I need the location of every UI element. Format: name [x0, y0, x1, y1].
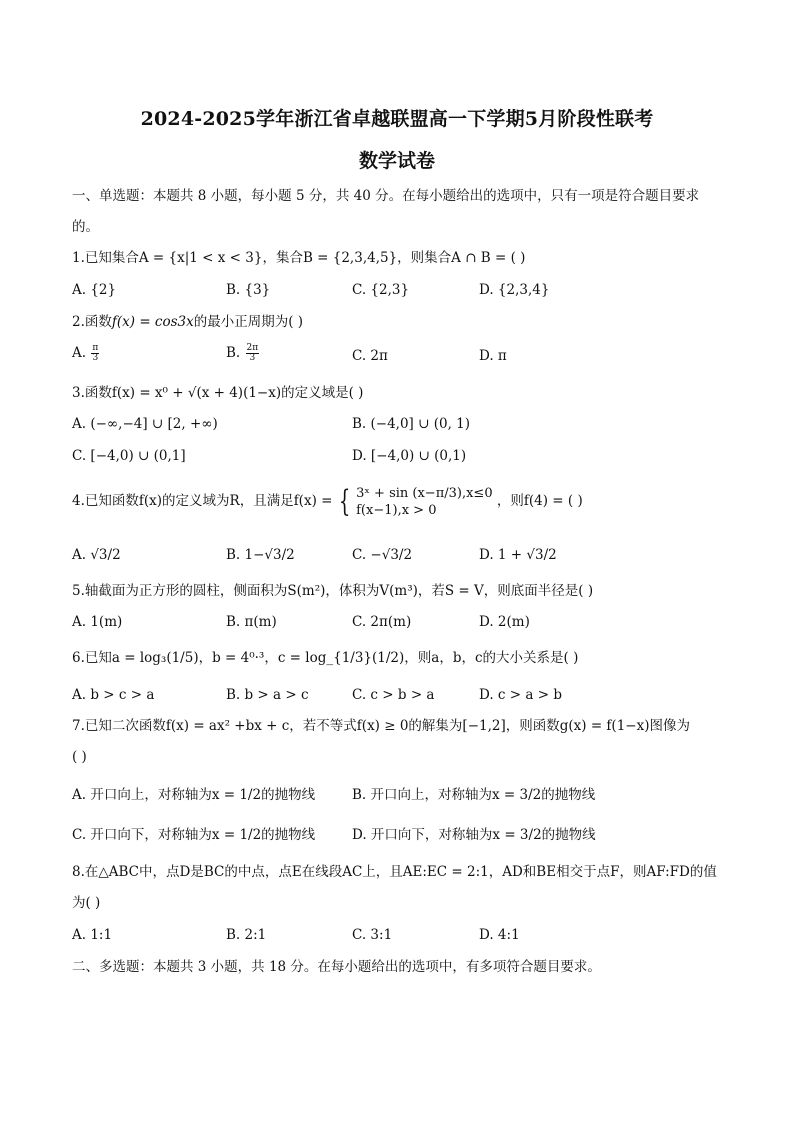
- question-7-option-b: B. 开口向上，对称轴为x = 3/2的抛物线: [352, 787, 596, 803]
- question-2-function: f(x) = cos3x: [111, 314, 194, 330]
- option-label: A.: [72, 345, 87, 361]
- piecewise-cases: [356, 485, 492, 519]
- denominator: 3: [92, 353, 99, 363]
- question-8-option-d: D. 4:1: [479, 927, 520, 943]
- question-3-stem: 3.函数f(x) = x⁰ + √(x + 4)(1−x)的定义域是( ): [72, 385, 364, 401]
- section-1-instructions: 一、单选题：本题共 8 小题，每小题 5 分，共 40 分。在每小题给出的选项中，只有一项是符合题目要求: [72, 188, 700, 204]
- fraction: [246, 344, 260, 363]
- question-3-option-a: A. (−∞,−4] ∪ [2, +∞): [72, 416, 218, 432]
- question-5-option-c: C. 2π(m): [352, 614, 412, 630]
- question-7-stem-cont: ( ): [72, 749, 87, 765]
- question-7-option-d: D. 开口向下，对称轴为x = 3/2的抛物线: [352, 827, 596, 843]
- question-2-stem-post: 的最小正周期为( ): [193, 314, 304, 330]
- question-4-stem: [72, 484, 583, 519]
- question-4-option-c: C. −√3/2: [352, 547, 413, 563]
- question-2-option-c: C. 2π: [352, 348, 388, 364]
- question-2-option-d: D. π: [479, 348, 507, 364]
- case-2: f(x−1),x > 0: [356, 502, 437, 518]
- numerator: 2π: [246, 343, 259, 353]
- question-7-option-c: C. 开口向下，对称轴为x = 1/2的抛物线: [72, 827, 316, 843]
- question-6-option-c: C. c > b > a: [352, 687, 435, 703]
- question-1-stem: 1.已知集合A = {x|1 < x < 3}，集合B = {2,3,4,5}，则集合A ∩ B = ( ): [72, 250, 526, 266]
- question-2-option-a: [72, 344, 100, 363]
- question-6-option-a: A. b > c > a: [72, 687, 155, 703]
- question-3-option-b: B. (−4,0] ∪ (0, 1): [352, 416, 471, 432]
- left-brace: {: [338, 483, 351, 519]
- denominator: 3: [249, 353, 256, 363]
- question-2-option-b: [226, 344, 260, 363]
- question-8-stem-cont: 为( ): [72, 895, 101, 911]
- question-1-option-b: B. {3}: [226, 282, 271, 298]
- question-5-stem: 5.轴截面为正方形的圆柱，侧面积为S(m²)，体积为V(m³)，若S = V，则底面半径是( ): [72, 583, 594, 599]
- question-3-option-d: D. [−4,0) ∪ (0,1): [352, 448, 467, 464]
- exam-subtitle: 数学试卷: [358, 150, 435, 172]
- question-4-stem-pre: 4.已知函数f(x)的定义域为R，且满足f(x) =: [72, 493, 333, 509]
- question-8-stem: 8.在△ABC中，点D是BC的中点，点E在线段AC上，且AE:EC = 2:1，AD和BE相交于点F，则AF:FD的值: [72, 864, 717, 880]
- question-6-option-d: D. c > a > b: [479, 687, 562, 703]
- question-6-option-b: B. b > a > c: [226, 687, 309, 703]
- option-label: B.: [226, 345, 241, 361]
- question-8-option-b: B. 2:1: [226, 927, 267, 943]
- case-1: 3ˣ + sin (x−π/3),x≤0: [356, 485, 493, 501]
- fraction: [91, 344, 99, 363]
- question-2-stem-pre: 2.函数: [72, 314, 112, 330]
- question-7-stem: 7.已知二次函数f(x) = ax² +bx + c，若不等式f(x) ≥ 0的解集为[−1,2]，则函数g(x) = f(1−x)图像为: [72, 718, 690, 734]
- question-2-stem: [72, 313, 303, 331]
- question-5-option-a: A. 1(m): [72, 614, 123, 630]
- question-7-option-a: A. 开口向上，对称轴为x = 1/2的抛物线: [72, 787, 316, 803]
- numerator: π: [92, 343, 99, 353]
- question-1-option-a: A. {2}: [72, 282, 117, 298]
- question-8-option-c: C. 3:1: [352, 927, 393, 943]
- question-4-option-b: B. 1−√3/2: [226, 547, 295, 563]
- section-2-instructions: 二、多选题：本题共 3 小题，共 18 分。在每小题给出的选项中，有多项符合题目要求。: [72, 959, 601, 975]
- question-1-option-d: D. {2,3,4}: [479, 282, 550, 298]
- question-3-option-c: C. [−4,0) ∪ (0,1]: [72, 448, 186, 464]
- section-1-instructions-cont: 的。: [72, 219, 99, 235]
- question-4-stem-post: ，则f(4) = ( ): [496, 493, 583, 509]
- question-4-option-a: A. √3/2: [72, 547, 121, 563]
- question-5-option-b: B. π(m): [226, 614, 277, 630]
- question-8-option-a: A. 1:1: [72, 927, 113, 943]
- question-4-option-d: D. 1 + √3/2: [479, 547, 557, 563]
- question-5-option-d: D. 2(m): [479, 614, 530, 630]
- question-1-option-c: C. {2,3}: [352, 282, 410, 298]
- question-6-stem: 6.已知a = log₃(1/5)，b = 4⁰·³，c = log_{1/3}(1/2)，则a，b，c的大小关系是( ): [72, 650, 579, 666]
- exam-title: 2024-2025学年浙江省卓越联盟高一下学期5月阶段性联考: [140, 108, 654, 130]
